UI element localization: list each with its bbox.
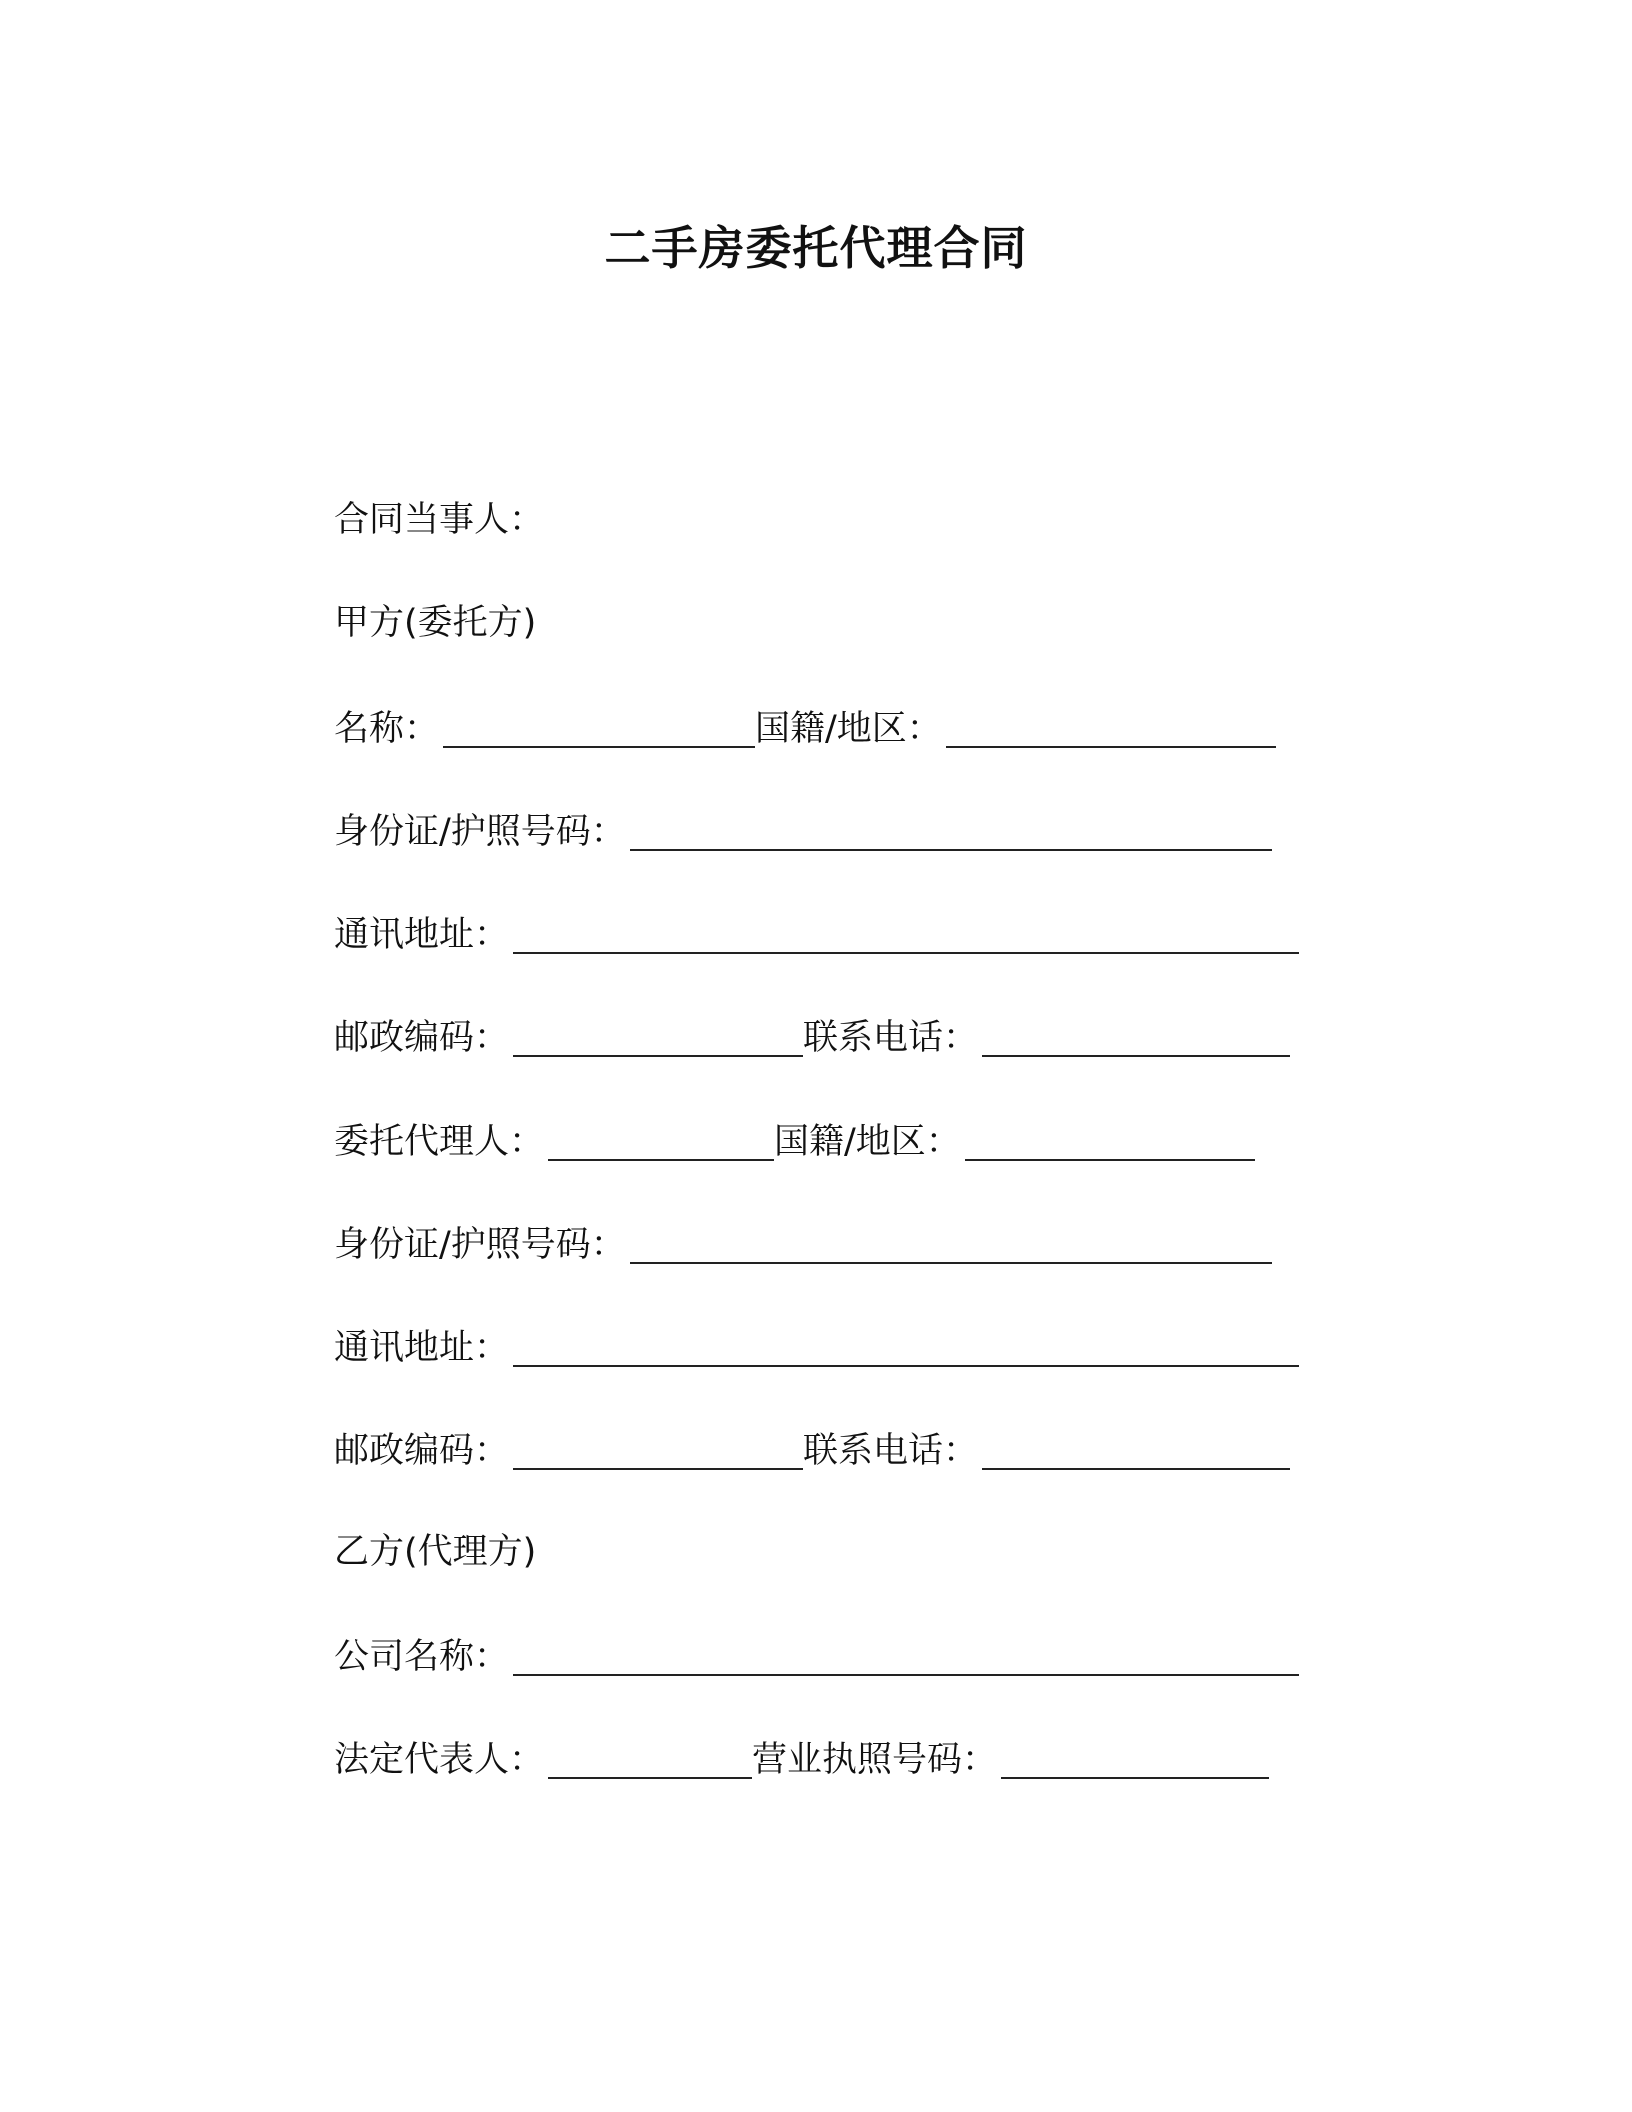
postcode-label: 邮政编码： xyxy=(334,1018,510,1058)
agent-postcode-label: 邮政编码： xyxy=(334,1431,510,1471)
party-a-heading-text: 甲方(委托方) xyxy=(334,603,537,643)
nationality-blank[interactable] xyxy=(946,712,1276,748)
address-blank[interactable] xyxy=(513,918,1299,954)
postcode-blank[interactable] xyxy=(513,1021,803,1057)
id-label: 身份证/护照号码： xyxy=(334,812,626,852)
agent-address-blank[interactable] xyxy=(513,1331,1299,1367)
agent-address-row xyxy=(334,1325,1299,1371)
license-label: 营业执照号码： xyxy=(752,1740,998,1780)
agent-address-label: 通讯地址： xyxy=(334,1328,510,1368)
agent-nationality-blank[interactable] xyxy=(965,1125,1255,1161)
nationality-label: 国籍/地区： xyxy=(755,709,942,749)
parties-heading-text: 合同当事人： xyxy=(334,500,545,540)
company-label: 公司名称： xyxy=(334,1637,510,1677)
agent-id-row xyxy=(334,1222,1272,1268)
phone-blank[interactable] xyxy=(982,1021,1290,1057)
name-label: 名称： xyxy=(334,709,440,749)
legal-rep-row xyxy=(334,1737,1269,1783)
agent-id-blank[interactable] xyxy=(630,1228,1272,1264)
parties-heading xyxy=(334,497,544,543)
phone-label: 联系电话： xyxy=(803,1018,979,1058)
id-blank[interactable] xyxy=(630,815,1272,851)
legal-rep-label: 法定代表人： xyxy=(334,1740,545,1780)
party-a-name-row xyxy=(334,706,1276,752)
license-blank[interactable] xyxy=(1001,1743,1269,1779)
party-a-id-row xyxy=(334,809,1272,855)
party-b-heading xyxy=(334,1529,536,1575)
party-b-heading-text: 乙方(代理方) xyxy=(334,1532,537,1572)
agent-label: 委托代理人： xyxy=(334,1122,545,1162)
company-row xyxy=(334,1634,1299,1680)
agent-postcode-row xyxy=(334,1428,1290,1474)
agent-nationality-label: 国籍/地区： xyxy=(774,1122,961,1162)
address-label: 通讯地址： xyxy=(334,915,510,955)
agent-phone-blank[interactable] xyxy=(982,1434,1290,1470)
legal-rep-blank[interactable] xyxy=(548,1743,752,1779)
party-a-heading xyxy=(334,600,536,646)
party-a-postcode-row xyxy=(334,1015,1290,1061)
name-blank[interactable] xyxy=(443,712,755,748)
agent-row xyxy=(334,1119,1255,1165)
agent-id-label: 身份证/护照号码： xyxy=(334,1225,626,1265)
agent-phone-label: 联系电话： xyxy=(803,1431,979,1471)
agent-postcode-blank[interactable] xyxy=(513,1434,803,1470)
agent-blank[interactable] xyxy=(548,1125,774,1161)
party-a-address-row xyxy=(334,912,1299,958)
company-blank[interactable] xyxy=(513,1640,1299,1676)
page-title: 二手房委托代理合同 xyxy=(604,221,1028,275)
